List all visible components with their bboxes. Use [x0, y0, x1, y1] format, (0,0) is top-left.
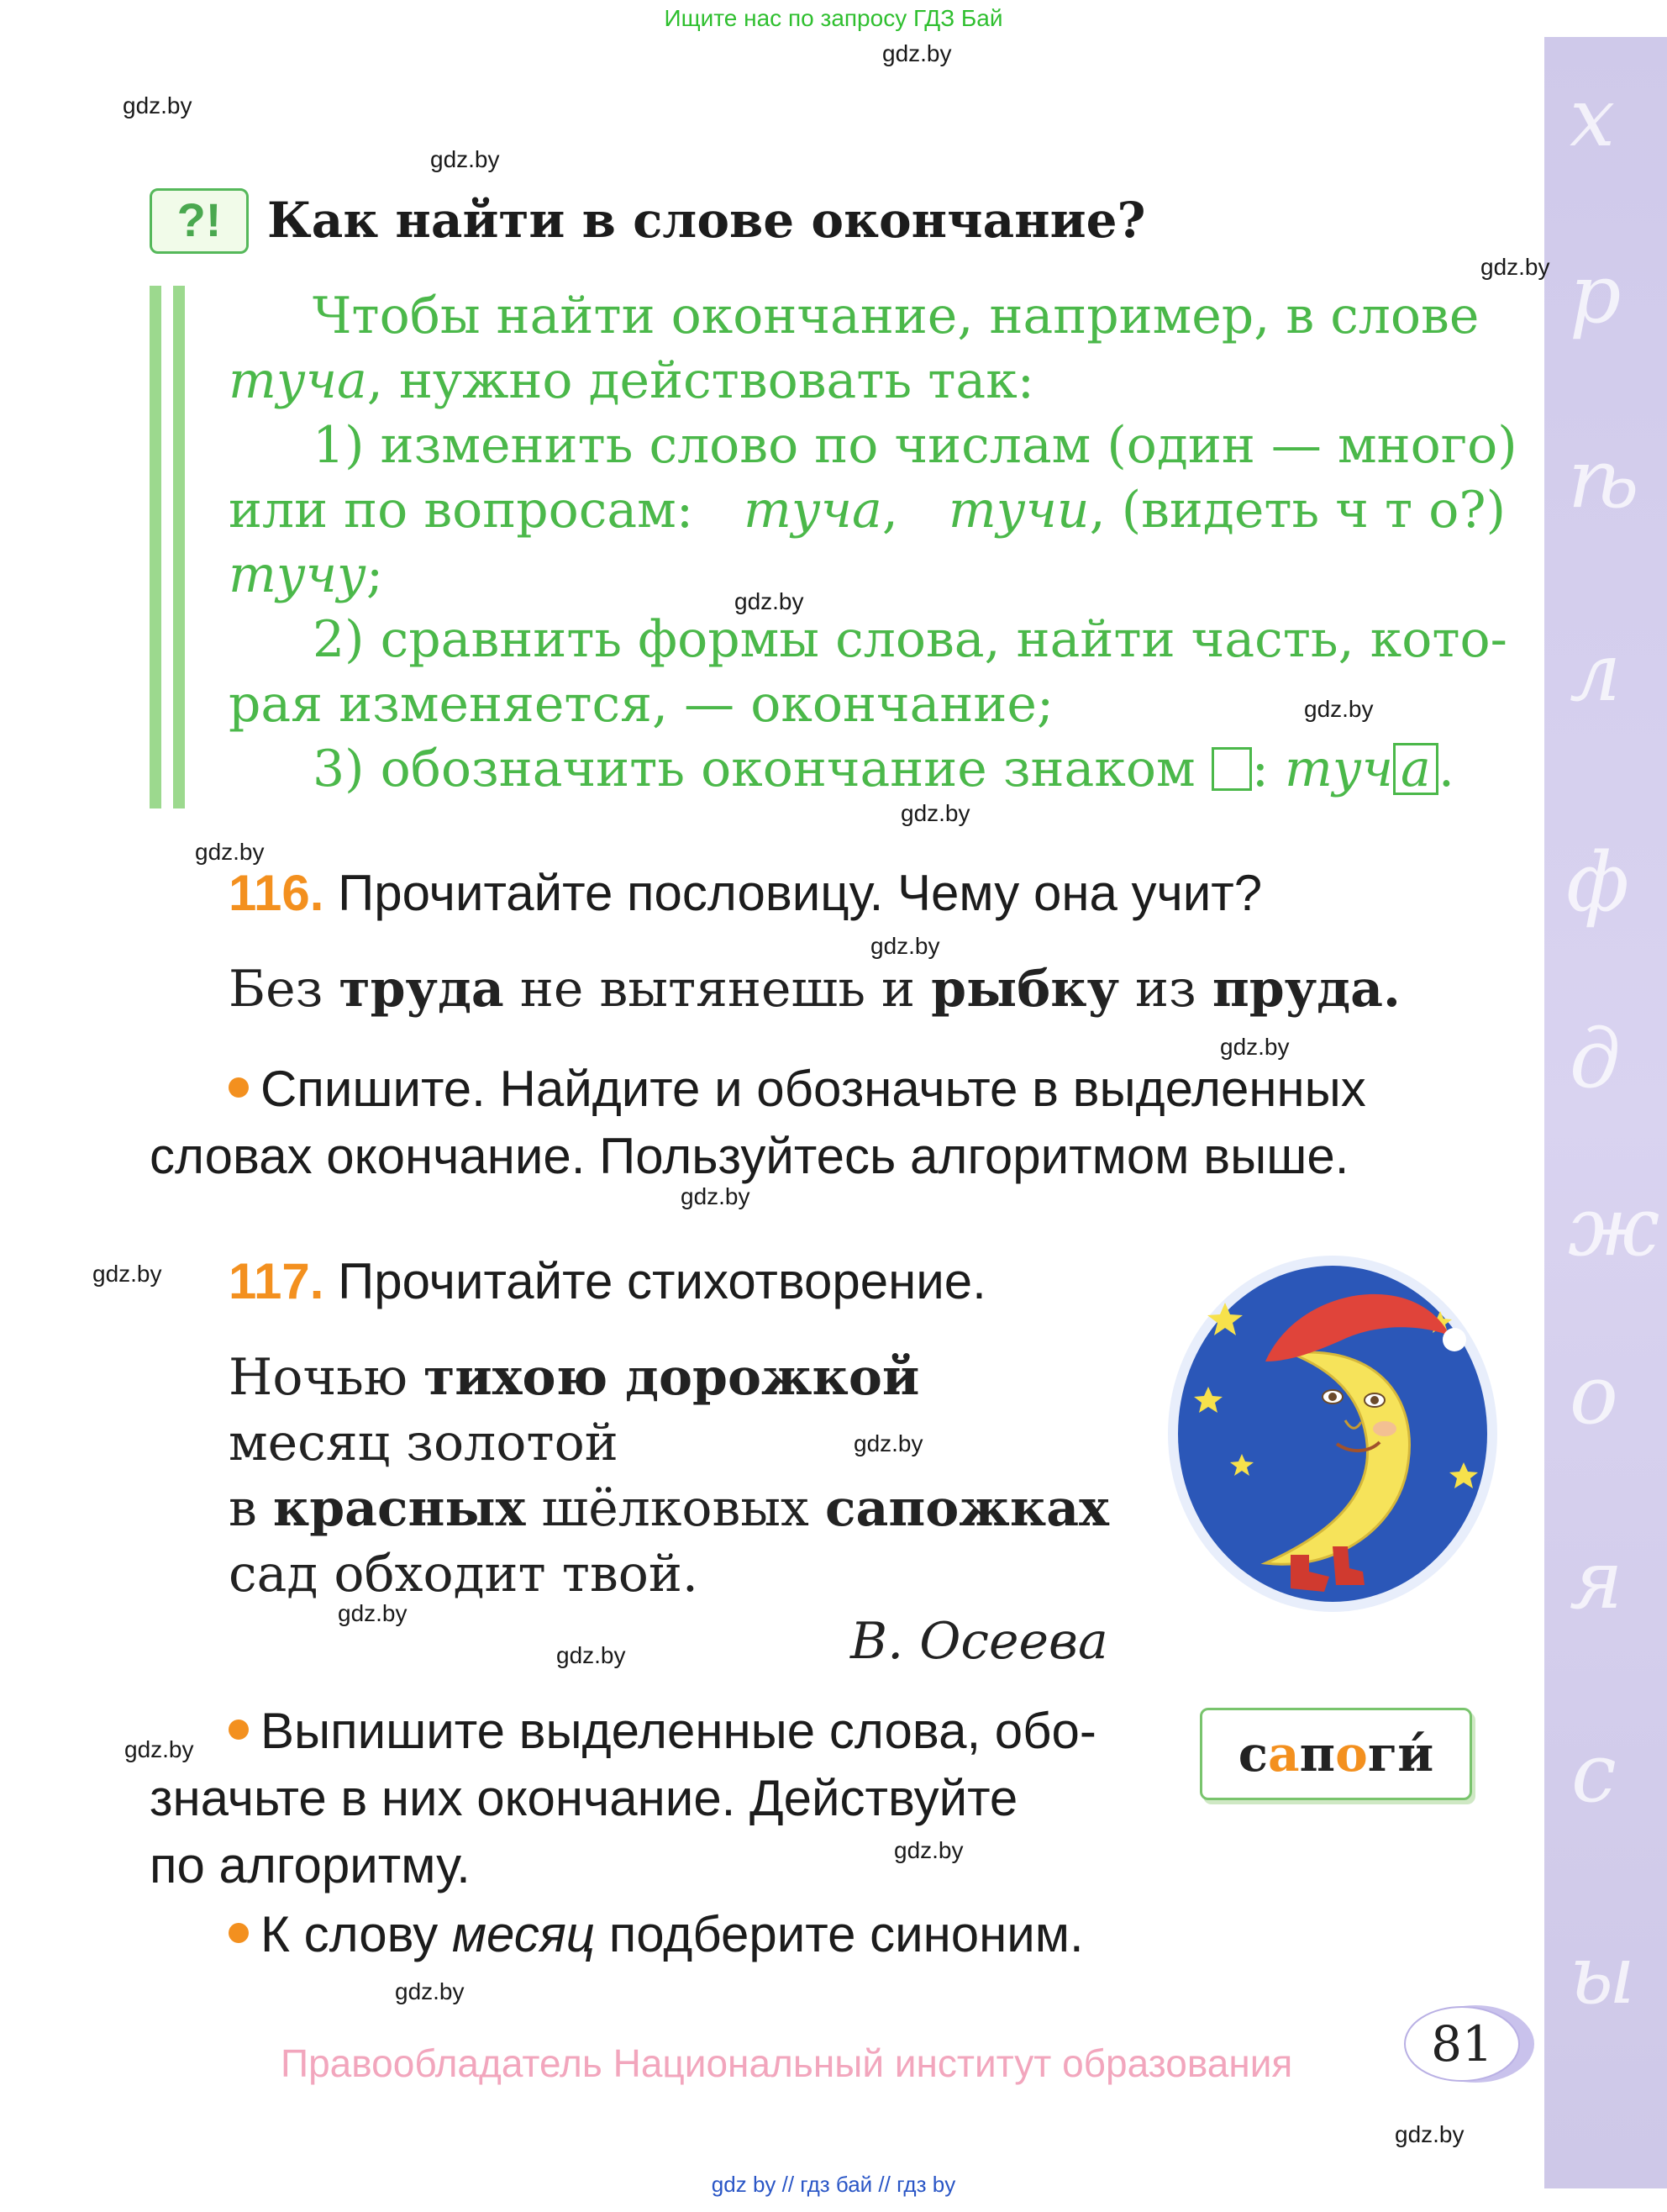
poem-line: [229, 1476, 1109, 1541]
question-icon: ?!: [150, 188, 249, 254]
watermark: gdz.by: [1220, 1034, 1290, 1060]
rule-line: туча, нужно действовать так:: [229, 351, 1034, 410]
alphabet-strip: х р ѣ л ф д ж о я с ы: [1544, 37, 1667, 2188]
rule-text: [229, 284, 1517, 802]
poem-author: В. Осеева: [850, 1612, 1108, 1671]
footer-links: gdz by // гдз бай // гдз by: [711, 2172, 956, 2197]
ending-marked: а: [1393, 743, 1438, 795]
proverb-text: Без: [229, 960, 339, 1019]
exercise-title: Прочитайте пословицу. Чему она учит?: [338, 865, 1263, 921]
watermark: gdz.by: [681, 1183, 750, 1209]
exercise-number: 117.: [229, 1253, 324, 1309]
watermark: gdz.by: [124, 1736, 194, 1762]
highlighted-word: красных: [272, 1479, 526, 1538]
exercise-117-heading: [229, 1252, 986, 1310]
word-card: сапоги́: [1200, 1708, 1472, 1800]
highlighted-word: сапожках: [824, 1479, 1109, 1538]
poem-line: [229, 1541, 1109, 1607]
watermark: gdz.by: [1304, 696, 1374, 722]
bullet-icon: [229, 1923, 249, 1943]
exercise-116-task: Спишите. Найдите и обозначьте в выделенных словах окончание. Пользуйтесь алгоритмом выше.: [150, 1061, 1366, 1184]
poem-text: месяц золотой: [229, 1414, 618, 1472]
watermark: gdz.by: [870, 933, 940, 959]
proverb-text: не вытянешь и: [503, 960, 932, 1019]
rule-line: 2) сравнить формы слова, найти часть, кото-: [313, 610, 1507, 669]
page-number: 81: [1431, 2015, 1493, 2072]
watermark: gdz.by: [894, 1837, 964, 1863]
watermark: gdz.by: [123, 92, 192, 118]
poem-text: сад обходит твой.: [229, 1545, 698, 1604]
rule-line: тучу;: [229, 545, 384, 604]
watermark: gdz.by: [1480, 254, 1550, 280]
exercise-117-task-1: Выпишите выделенные слова, обо- значьте в них окончание. Действуйте по алгоритму.: [150, 1703, 1096, 1893]
rule-line: Чтобы найти окончание, например, в слове: [313, 287, 1480, 345]
poem-line: [229, 1410, 1109, 1476]
poem-text: Ночью: [229, 1348, 424, 1407]
highlighted-word: труда: [339, 960, 504, 1019]
watermark: gdz.by: [854, 1430, 923, 1456]
rule-line: 1) изменить слово по числам (один — много): [313, 416, 1517, 475]
poem-text: шёлковых: [525, 1479, 825, 1538]
watermark: gdz.by: [901, 800, 970, 826]
proverb-text: из: [1118, 960, 1212, 1019]
exercise-117-task-2: К слову месяц подберите синоним.: [229, 1901, 1084, 1968]
rule-line: или по вопросам: туча, тучи, (видеть ч т о?): [229, 481, 1506, 540]
highlighted-word: рыбку: [931, 960, 1119, 1019]
bullet-icon: [229, 1077, 249, 1098]
top-search-banner: Ищите нас по запросу ГДЗ Бай: [664, 5, 1003, 31]
highlighted-word: пруда.: [1212, 960, 1401, 1019]
watermark: gdz.by: [92, 1261, 162, 1287]
poem-text: в: [229, 1479, 273, 1538]
watermark: gdz.by: [556, 1642, 626, 1668]
exercise-title: Прочитайте стихотворение.: [338, 1253, 986, 1309]
watermark: gdz.by: [1395, 2121, 1465, 2147]
bullet-icon: [229, 1720, 249, 1740]
rule-side-bar: [150, 286, 161, 808]
rule-side-bar: [173, 286, 185, 808]
proverb: [229, 960, 1401, 1019]
moon-illustration: [1165, 1252, 1501, 1619]
watermark: gdz.by: [430, 146, 500, 172]
watermark: gdz.by: [882, 40, 952, 66]
ending-sign-box: [1212, 747, 1252, 791]
watermark: gdz.by: [734, 588, 804, 614]
rule-line: рая изменяется, — окончание;: [229, 675, 1054, 734]
copyright-notice: Правообладатель Национальный институт образования: [281, 2041, 1293, 2085]
rule-title: Как найти в слове окончание?: [267, 192, 1146, 249]
exercise-116-heading: [229, 864, 1262, 922]
exercise-number: 116.: [229, 865, 324, 921]
highlighted-word: тихою дорожкой: [423, 1348, 920, 1407]
watermark: gdz.by: [338, 1600, 408, 1626]
poem: [229, 1345, 1109, 1607]
rule-line: 3) обозначить окончание знаком : туч а .: [313, 740, 1454, 798]
watermark: gdz.by: [395, 1978, 465, 2004]
watermark: gdz.by: [195, 839, 265, 865]
poem-line: [229, 1345, 1109, 1410]
